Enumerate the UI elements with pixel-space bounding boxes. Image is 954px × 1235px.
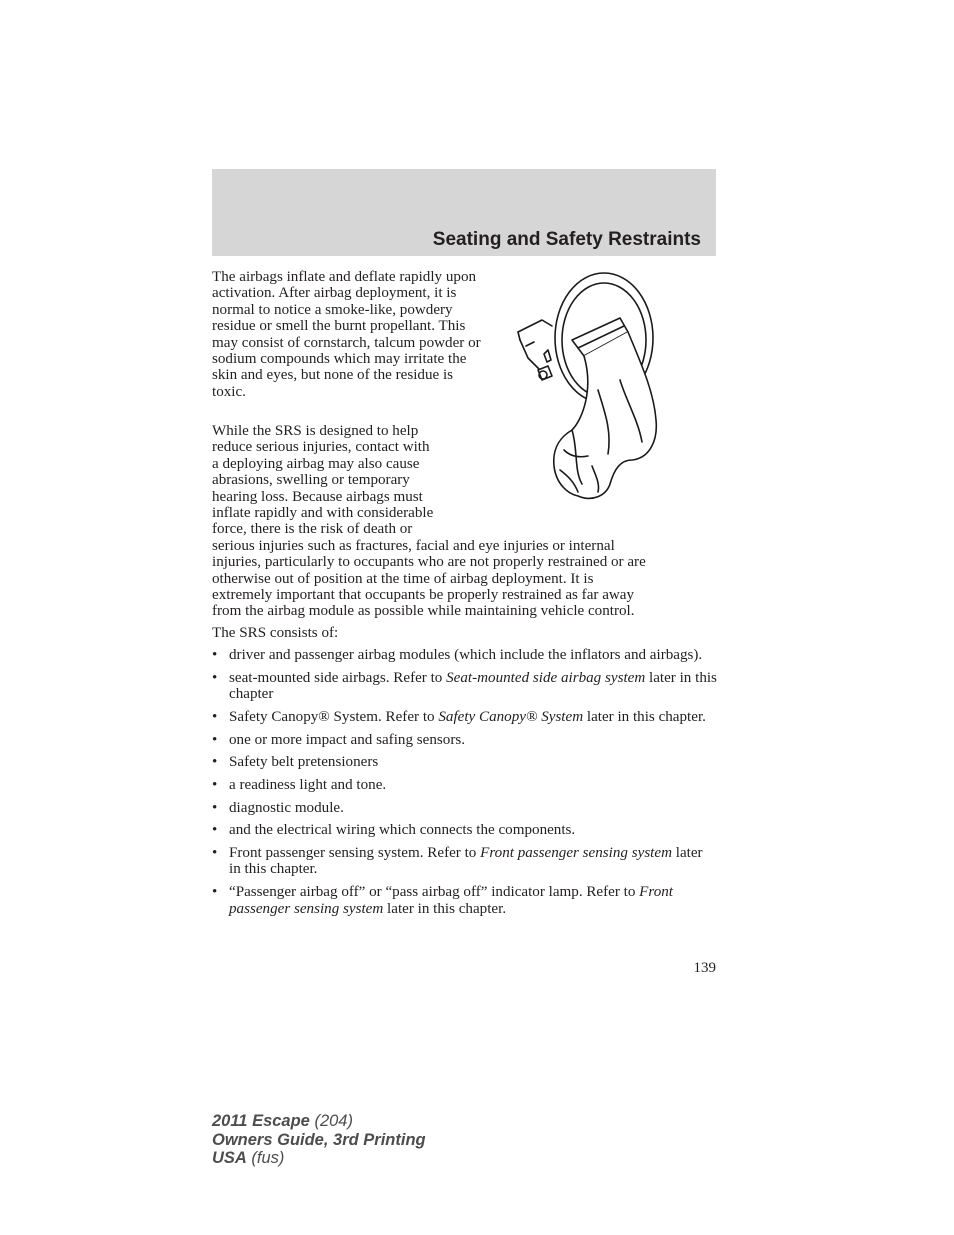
paragraph-line: While the SRS is designed to help bbox=[212, 423, 419, 439]
paragraph-line: a deploying airbag may also cause bbox=[212, 455, 420, 472]
bullet-glyph: • bbox=[212, 884, 218, 901]
bullet-glyph: • bbox=[212, 754, 218, 771]
list-item: • driver and passenger airbag modules (which include the inflators and airbags). bbox=[212, 647, 703, 663]
bullet-glyph: • bbox=[212, 647, 218, 663]
footer-model-code: (204) bbox=[309, 1112, 353, 1130]
list-item: • “Passenger airbag off” or “pass airbag off” indicator lamp. Refer to Front passenger sensing system later in this chapter. bbox=[212, 884, 673, 917]
paragraph-srs-injuries bbox=[212, 423, 718, 620]
footer-market-code: (fus) bbox=[246, 1149, 285, 1167]
cross-reference: Front passenger sensing system bbox=[229, 884, 673, 917]
list-item: • seat-mounted side airbags. Refer to Seat-mounted side airbag system later in this chapter bbox=[212, 669, 717, 703]
paragraph-line: extremely important that occupants be properly restrained as far away bbox=[212, 587, 635, 604]
page-number: 139 bbox=[693, 960, 716, 976]
footer-model: 2011 Escape bbox=[212, 1112, 310, 1130]
srs-components-intro: The SRS consists of: bbox=[212, 625, 339, 641]
paragraph-line: otherwise out of position at the time of airbag deployment. It is bbox=[212, 570, 594, 587]
cross-reference: Seat-mounted side airbag system bbox=[446, 669, 646, 686]
paragraph-line: force, there is the risk of death or bbox=[212, 521, 413, 538]
paragraph-line: hearing loss. Because airbags must bbox=[212, 488, 423, 505]
list-item: • and the electrical wiring which connects the components. bbox=[212, 822, 576, 839]
list-item: • diagnostic module. bbox=[212, 799, 344, 816]
bullet-glyph: • bbox=[212, 708, 218, 725]
footer-guide-edition: Owners Guide, 3rd Printing bbox=[212, 1130, 426, 1149]
bullet-glyph: • bbox=[212, 799, 218, 816]
paragraph-line: inflate rapidly and with considerable bbox=[212, 505, 434, 522]
paragraph-line: abrasions, swelling or temporary bbox=[212, 472, 410, 489]
paragraph-line: injuries, particularly to occupants who are not properly restrained or are bbox=[212, 554, 646, 571]
bullet-glyph: • bbox=[212, 669, 218, 686]
bullet-glyph: • bbox=[212, 822, 218, 839]
paragraph-line: reduce serious injuries, contact with bbox=[212, 439, 430, 456]
cross-reference: Front passenger sensing system bbox=[480, 845, 672, 862]
list-item: • one or more impact and safing sensors. bbox=[212, 731, 465, 748]
list-item: • Safety belt pretensioners bbox=[212, 754, 379, 771]
section-header-band bbox=[212, 169, 716, 256]
paragraph-airbag-residue: The airbags inflate and deflate rapidly upon activation. After airbag deployment, it is normal to notice a smoke-like, powdery residue or smell the burnt propellant. This may consist of cornstarch, talcum powder or sodium compounds which may irritate the skin and eyes, but none of the residue is toxic. bbox=[212, 269, 481, 400]
section-title: Seating and Safety Restraints bbox=[432, 229, 701, 250]
footer-print-info bbox=[212, 1112, 426, 1168]
cross-reference: Safety Canopy® System bbox=[438, 708, 584, 725]
list-item: • Safety Canopy® System. Refer to Safety Canopy® System later in this chapter. bbox=[212, 708, 706, 725]
list-item: • Front passenger sensing system. Refer to Front passenger sensing system later in this chapter. bbox=[212, 845, 703, 878]
footer-market: USA bbox=[212, 1149, 247, 1167]
bullet-glyph: • bbox=[212, 731, 218, 748]
bullet-glyph: • bbox=[212, 776, 218, 793]
paragraph-line: serious injuries such as fractures, facial and eye injuries or internal bbox=[212, 537, 615, 554]
srs-components-list bbox=[212, 647, 718, 923]
bullet-glyph: • bbox=[212, 845, 218, 862]
paragraph-line: from the airbag module as possible while maintaining vehicle control. bbox=[212, 603, 635, 620]
list-item: • a readiness light and tone. bbox=[212, 776, 387, 793]
